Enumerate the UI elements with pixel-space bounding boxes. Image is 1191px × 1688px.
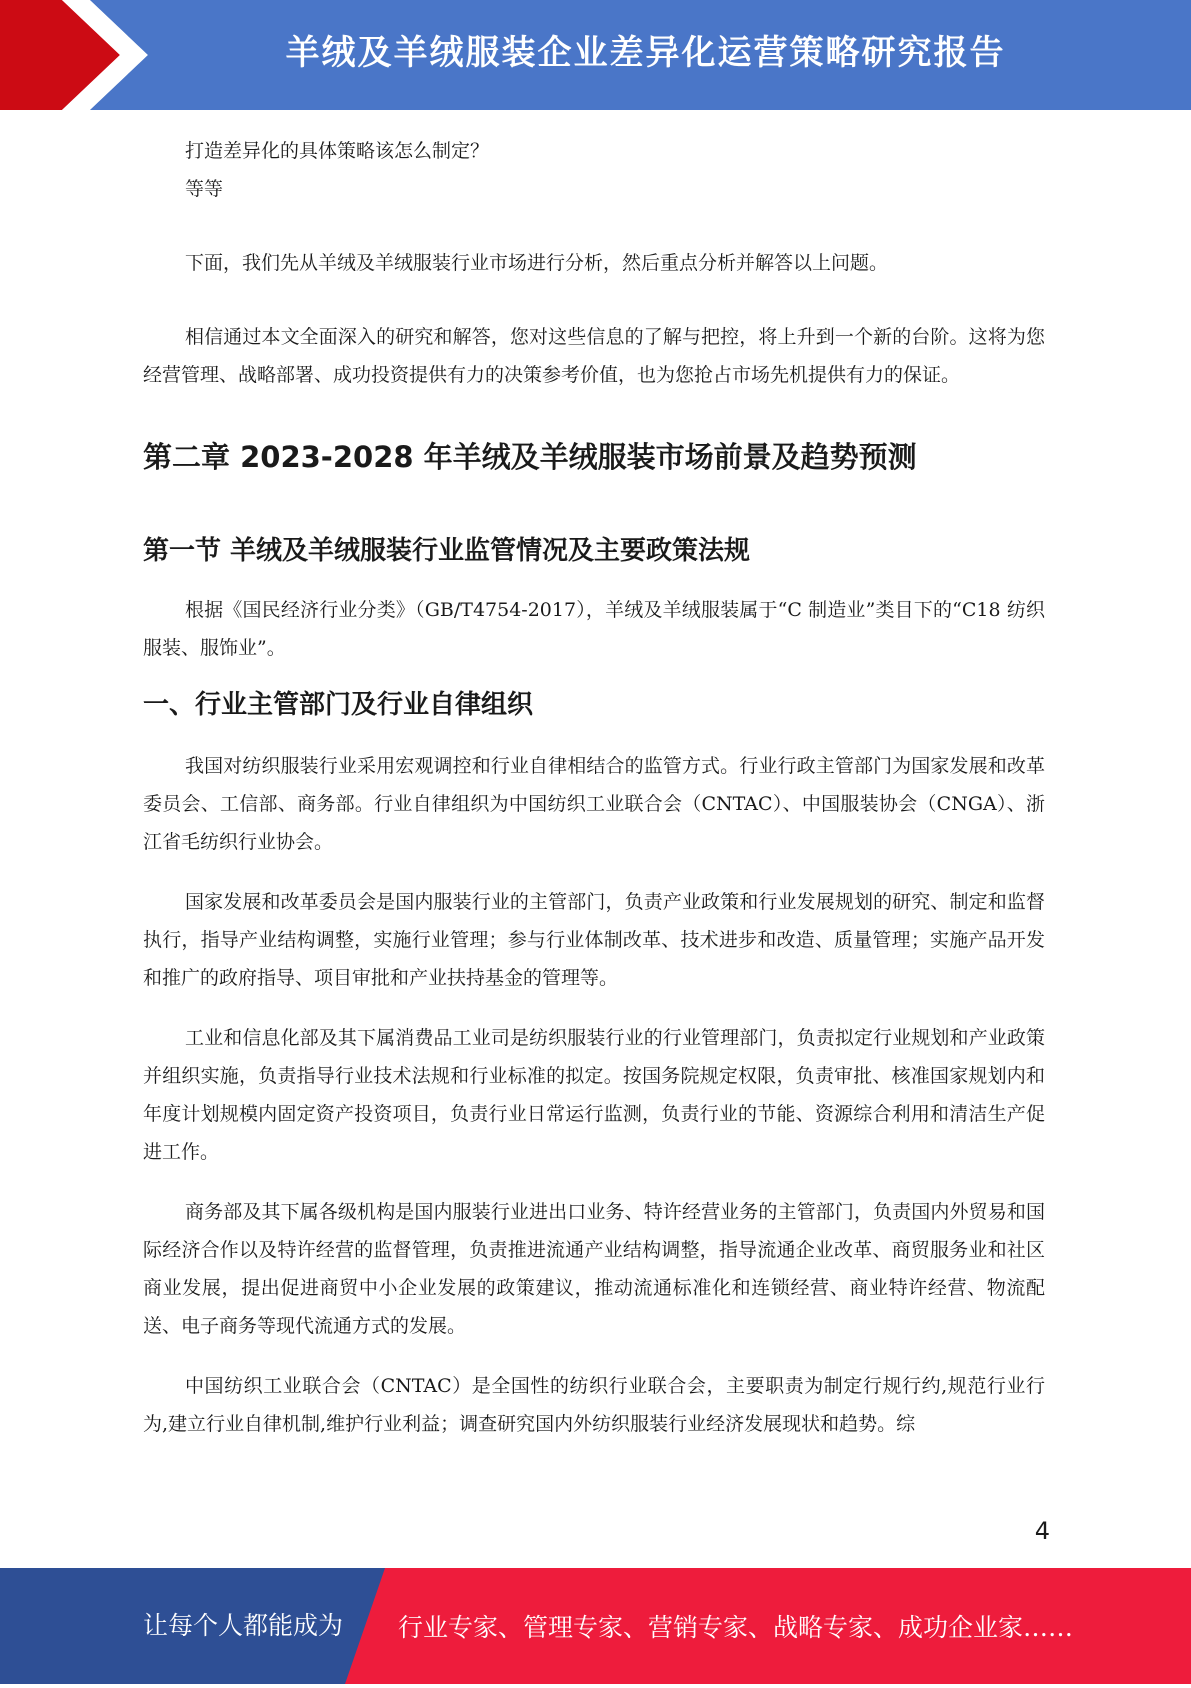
paragraph-next: 下面，我们先从羊绒及羊绒服装行业市场进行分析，然后重点分析并解答以上问题。 [185,252,889,274]
subsection-title: 一、行业主管部门及行业自律组织 [143,690,534,720]
paragraph: 商务部及其下属各级机构是国内服装行业进出口业务、特许经营业务的主管部门，负责国内外贸易和国际经济合作以及特许经营的监督管理，负责推进流通产业结构调整，指导流通企业改革、商贸服务业和社区商业发展，提出促进商贸中小企业发展的政策建议，推动流通标准化和连锁经营、商业特许经营、物流配送、电子商务等现代流通方式的发展。 [143,1201,1045,1337]
page-number: 4 [1034,1517,1050,1545]
paragraph-believe: 相信通过本文全面深入的研究和解答，您对这些信息的了解与把控，将上升到一个新的台阶。这将为您经营管理、战略部署、成功投资提供有力的决策参考价值，也为您抢占市场先机提供有力的保证。 [143,326,1045,386]
footer-slogan-right: 行业专家、管理专家、营销专家、战略专家、成功企业家…… [398,1613,1074,1642]
page-content [143,132,1045,1443]
page-footer [0,1568,1191,1684]
intro-line: 打造差异化的具体策略该怎么制定？ [185,140,490,162]
paragraph: 中国纺织工业联合会（CNTAC）是全国性的纺织行业联合会，主要职责为制定行规行约,规范行业行为,建立行业自律机制,维护行业利益；调查研究国内外纺织服装行业经济发展现状和趋势。综 [143,1375,1045,1435]
section-title: 第一节 羊绒及羊绒服装行业监管情况及主要政策法规 [143,536,751,566]
footer-slogan-left: 让每个人都能成为 [143,1611,344,1640]
chapter-title: 第二章 2023-2028 年羊绒及羊绒服装市场前景及趋势预测 [143,440,917,474]
report-title: 羊绒及羊绒服装企业差异化运营策略研究报告 [285,33,1006,73]
page-header [0,0,1191,110]
intro-line: 等等 [185,178,224,200]
paragraph: 我国对纺织服装行业采用宏观调控和行业自律相结合的监管方式。行业行政主管部门为国家发展和改革委员会、工信部、商务部。行业自律组织为中国纺织工业联合会（CNTAC）、中国服装协会（CNGA）、浙江省毛纺织行业协会。 [143,755,1045,853]
paragraph: 工业和信息化部及其下属消费品工业司是纺织服装行业的行业管理部门，负责拟定行业规划和产业政策并组织实施，负责指导行业技术法规和行业标准的拟定。按国务院规定权限，负责审批、核准国家规划内和年度计划规模内固定资产投资项目，负责行业日常运行监测，负责行业的节能、资源综合利用和清洁生产促进工作。 [143,1027,1045,1163]
paragraph-classification: 根据《国民经济行业分类》（GB/T4754-2017），羊绒及羊绒服装属于“C 制造业”类目下的“C18 纺织服装、服饰业”。 [143,599,1045,659]
paragraph: 国家发展和改革委员会是国内服装行业的主管部门，负责产业政策和行业发展规划的研究、制定和监督执行，指导产业结构调整，实施行业管理；参与行业体制改革、技术进步和改造、质量管理；实施产品开发和推广的政府指导、项目审批和产业扶持基金的管理等。 [143,891,1045,989]
header-chevron-decoration [0,0,160,110]
